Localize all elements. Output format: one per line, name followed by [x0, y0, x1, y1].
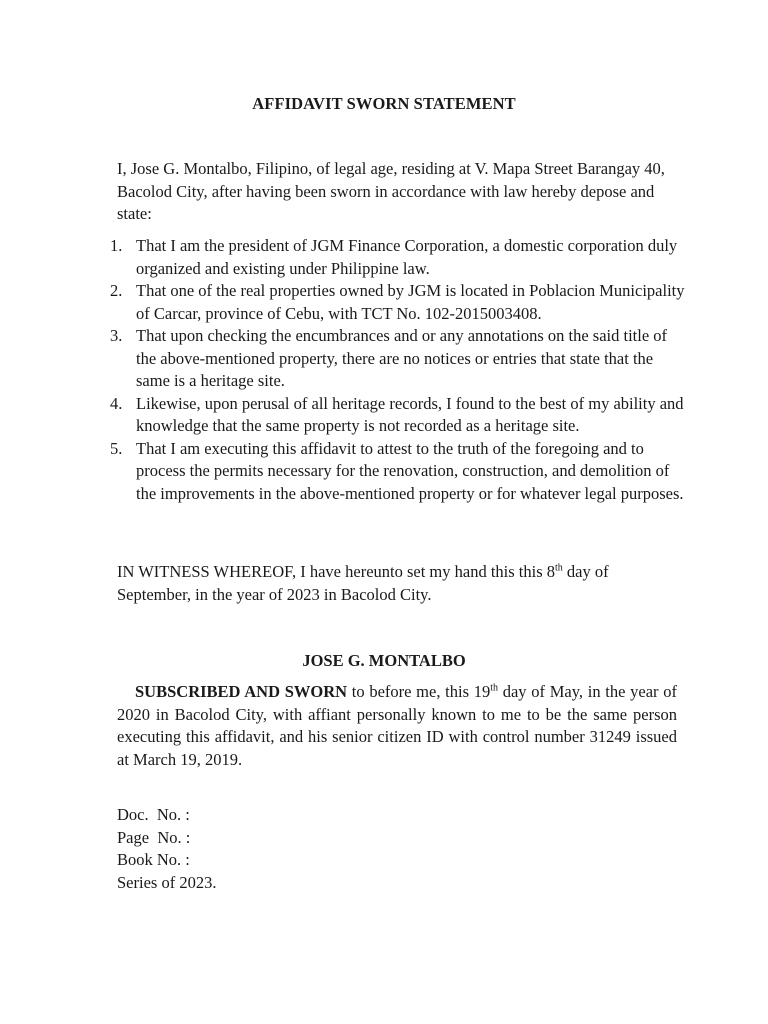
list-item-number: 3.	[110, 326, 123, 345]
witness-text-start: IN WITNESS WHEREOF, I have hereunto set my hand this this 8	[117, 562, 556, 581]
list-item-number: 4.	[110, 393, 123, 413]
list-item-number: 1.	[110, 236, 123, 255]
list-item-number: 5.	[110, 438, 123, 458]
list-item-text: That one of the real properties owned by JGM is located in Poblacion Municipality of Carcar, province of Cebu, with TCT No. 102-2015003408.	[136, 281, 685, 323]
list-item-text: That upon checking the encumbrances and or any annotations on the said title of the above-mentioned property, there are no notices or entries that state that the same is a heritage site.	[136, 326, 668, 390]
list-item-text: That I am the president of JGM Finance Corporation, a domestic corporation duly organized and existing under Philippine law.	[136, 236, 678, 278]
list-item	[110, 393, 690, 438]
doc-number-label: Doc. No. :	[117, 805, 190, 824]
list-item-text: That I am executing this affidavit to attest to the truth of the foregoing and to process the permits necessary for the renovation, construction, and demolition of the improvements in the above-mentioned property or for whatever legal purposes.	[136, 438, 684, 503]
series-label: Series of 2023.	[117, 872, 217, 892]
jurat-heading: SUBSCRIBED AND SWORN	[135, 682, 348, 701]
intro-paragraph: I, Jose G. Montalbo, Filipino, of legal age, residing at V. Mapa Street Barangay 40, Bacolod City, after having been sworn in accordance with law hereby depose and state:	[117, 159, 665, 223]
book-number-label: Book No. :	[117, 850, 190, 869]
witness-paragraph	[117, 561, 677, 606]
list-item	[110, 280, 690, 325]
witness-text-end: day of September, in the year of 2023 in Bacolod City.	[117, 562, 609, 604]
affiant-name: JOSE G. MONTALBO	[302, 651, 466, 670]
jurat-text-end: day of May, in the year of 2020 in Bacolod City, with affiant personally known to me to be the same person executing this affidavit, and his senior citizen ID with control number 31249 issued at March 19, 2019.	[117, 682, 678, 769]
page-number-label: Page No. :	[117, 827, 191, 847]
list-item-text: Likewise, upon perusal of all heritage records, I found to the best of my ability and knowledge that the same property is not recorded as a heritage site.	[136, 393, 684, 435]
list-item	[110, 438, 690, 506]
notarial-register	[117, 804, 417, 894]
list-item	[110, 235, 690, 280]
jurat-paragraph	[117, 681, 677, 771]
statement-list	[110, 235, 690, 505]
list-item	[110, 325, 690, 393]
witness-ordinal-suffix: th	[555, 562, 563, 574]
jurat-ordinal-suffix: th	[490, 682, 499, 694]
document-title: AFFIDAVIT SWORN STATEMENT	[252, 94, 516, 113]
jurat-text-start: to before me, this 19	[347, 682, 491, 701]
list-item-number: 2.	[110, 281, 123, 300]
